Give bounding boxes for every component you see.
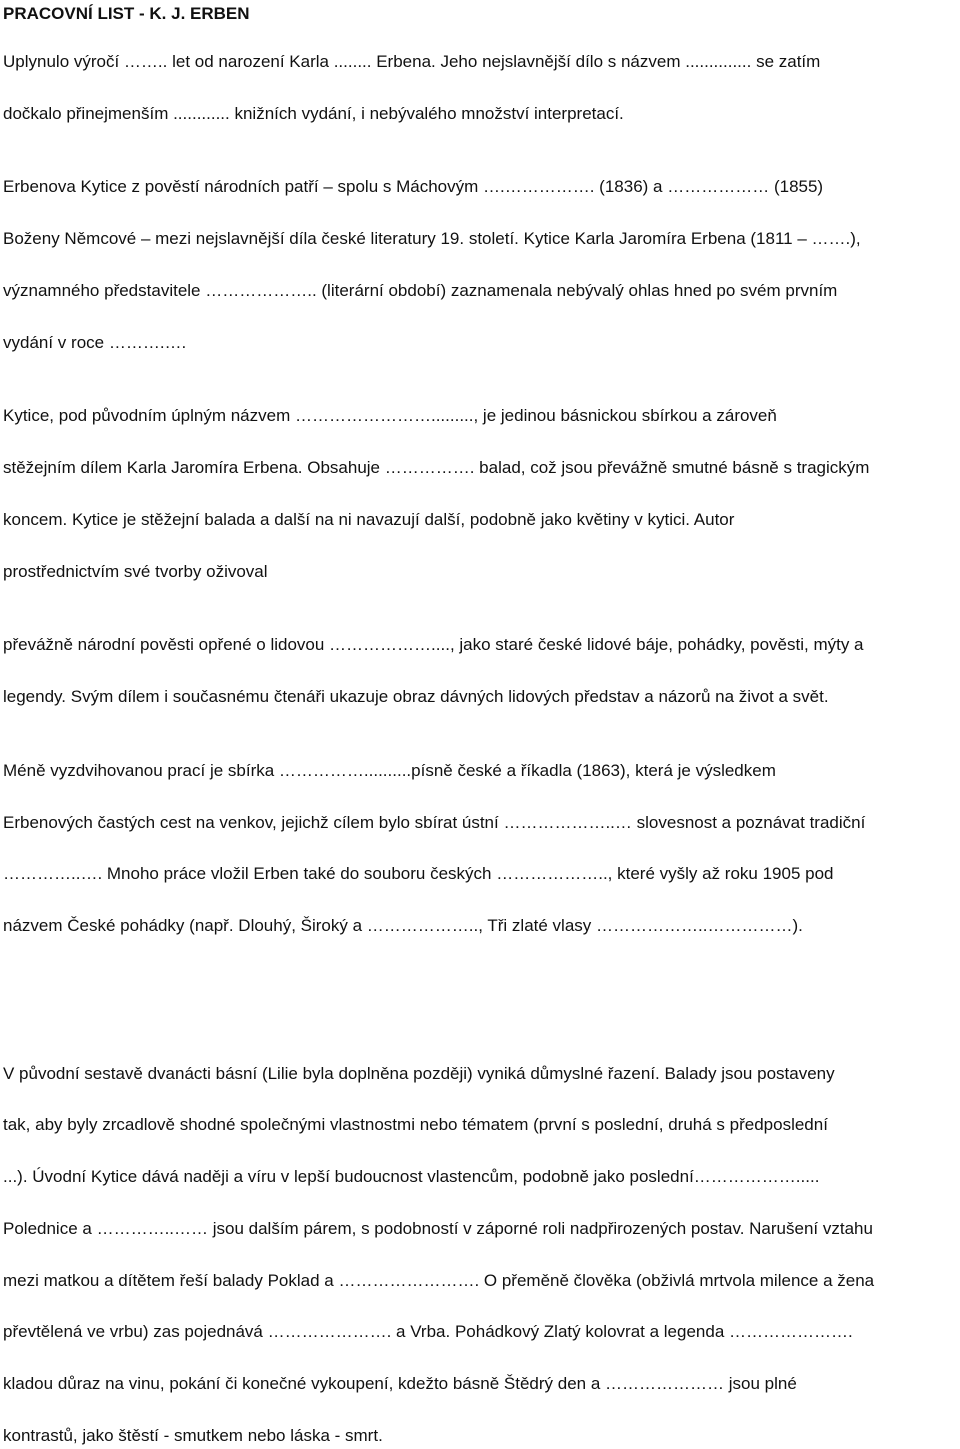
paragraph-5-line-3: …………..…. Mnoho práce vložil Erben také do souboru českých ……………….., které vyšly až roku 1905 pod <box>3 864 834 883</box>
paragraph-5-line-1: Méně vyzdvihovanou prací je sbírka ……………..........písně české a říkadla (1863), která je výsledkem <box>3 761 776 780</box>
paragraph-6-line-7: kladou důraz na vinu, pokání či konečné vykoupení, kdežto básně Štědrý den a ………………… jsou plné <box>3 1374 797 1393</box>
paragraph-4-line-1: převážně národní pověsti opřené o lidovou ………………...., jako staré české lidové báje, pohádky, pověsti, mýty a <box>3 635 864 654</box>
page-title: PRACOVNÍ LIST - K. J. ERBEN <box>3 4 250 23</box>
paragraph-1-line-2: dočkalo přinejmenším ............ knižních vydání, i nebývalého množství interpretací. <box>3 104 624 123</box>
paragraph-2-line-2: Boženy Němcové – mezi nejslavnější díla české literatury 19. století. Kytice Karla Jaromíra Erbena (1811 – …….), <box>3 229 861 248</box>
paragraph-2-line-4: vydání v roce ……….…. <box>3 333 187 352</box>
paragraph-6-line-6: převtělená ve vrbu) zas pojednává …………………. a Vrba. Pohádkový Zlatý kolovrat a legenda …………………. <box>3 1322 853 1341</box>
paragraph-6-line-4: Polednice a …………..…… jsou dalším párem, s podobností v záporné roli nadpřirozených postav. Narušení vztahu <box>3 1219 873 1238</box>
paragraph-5-line-4: názvem České pohádky (např. Dlouhý, Široký a ……………….., Tři zlaté vlasy ………………..……………). <box>3 916 803 935</box>
paragraph-6-line-5: mezi matkou a dítětem řeší balady Poklad a ……………………. O přeměně člověka (obživlá mrtvola milence a žena <box>3 1271 875 1290</box>
paragraph-4-line-2: legendy. Svým dílem i současnému čtenáři ukazuje obraz dávných lidových představ a názorů na život a svět. <box>3 687 829 706</box>
paragraph-1-line-1: Uplynulo výročí …….. let od narození Karla ........ Erbena. Jeho nejslavnější dílo s názvem .............. se zatím <box>3 52 821 71</box>
paragraph-3-line-2: stěžejním dílem Karla Jaromíra Erbena. Obsahuje ……………. balad, což jsou převážně smutné básně s tragickým <box>3 458 870 477</box>
paragraph-6-line-8: kontrastů, jako štěstí - smutkem nebo láska - smrt. <box>3 1426 383 1445</box>
paragraph-6-line-3: ...). Úvodní Kytice dává naději a víru v lepší budoucnost vlastencům, podobně jako poslední………………..... <box>3 1167 820 1186</box>
paragraph-6-line-2: tak, aby byly zrcadlově shodné společnými vlastnostmi nebo tématem (první s poslední, druhá s předposlední <box>3 1115 828 1134</box>
paragraph-3-line-4: prostřednictvím své tvorby oživoval <box>3 562 268 581</box>
paragraph-2-line-3: významného představitele ……………….. (literární období) zaznamenala nebývalý ohlas hned po svém prvním <box>3 281 838 300</box>
paragraph-3-line-3: koncem. Kytice je stěžejní balada a další na ni navazují další, podobně jako květiny v kytici. Autor <box>3 510 735 529</box>
paragraph-2-line-1: Erbenova Kytice z pověstí národních patří – spolu s Máchovým ….……………. (1836) a ……………… (1855) <box>3 177 824 196</box>
paragraph-5-line-2: Erbenových častých cest na venkov, jejichž cílem bylo sbírat ústní ………………..… slovesnost a poznávat tradiční <box>3 813 866 832</box>
paragraph-6-line-1: V původní sestavě dvanácti básní (Lilie byla doplněna později) vyniká důmyslné řazení. Balady jsou postaveny <box>3 1064 835 1083</box>
paragraph-3-line-1: Kytice, pod původním úplným názvem ……………………........., je jedinou básnickou sbírkou a zároveň <box>3 406 777 425</box>
